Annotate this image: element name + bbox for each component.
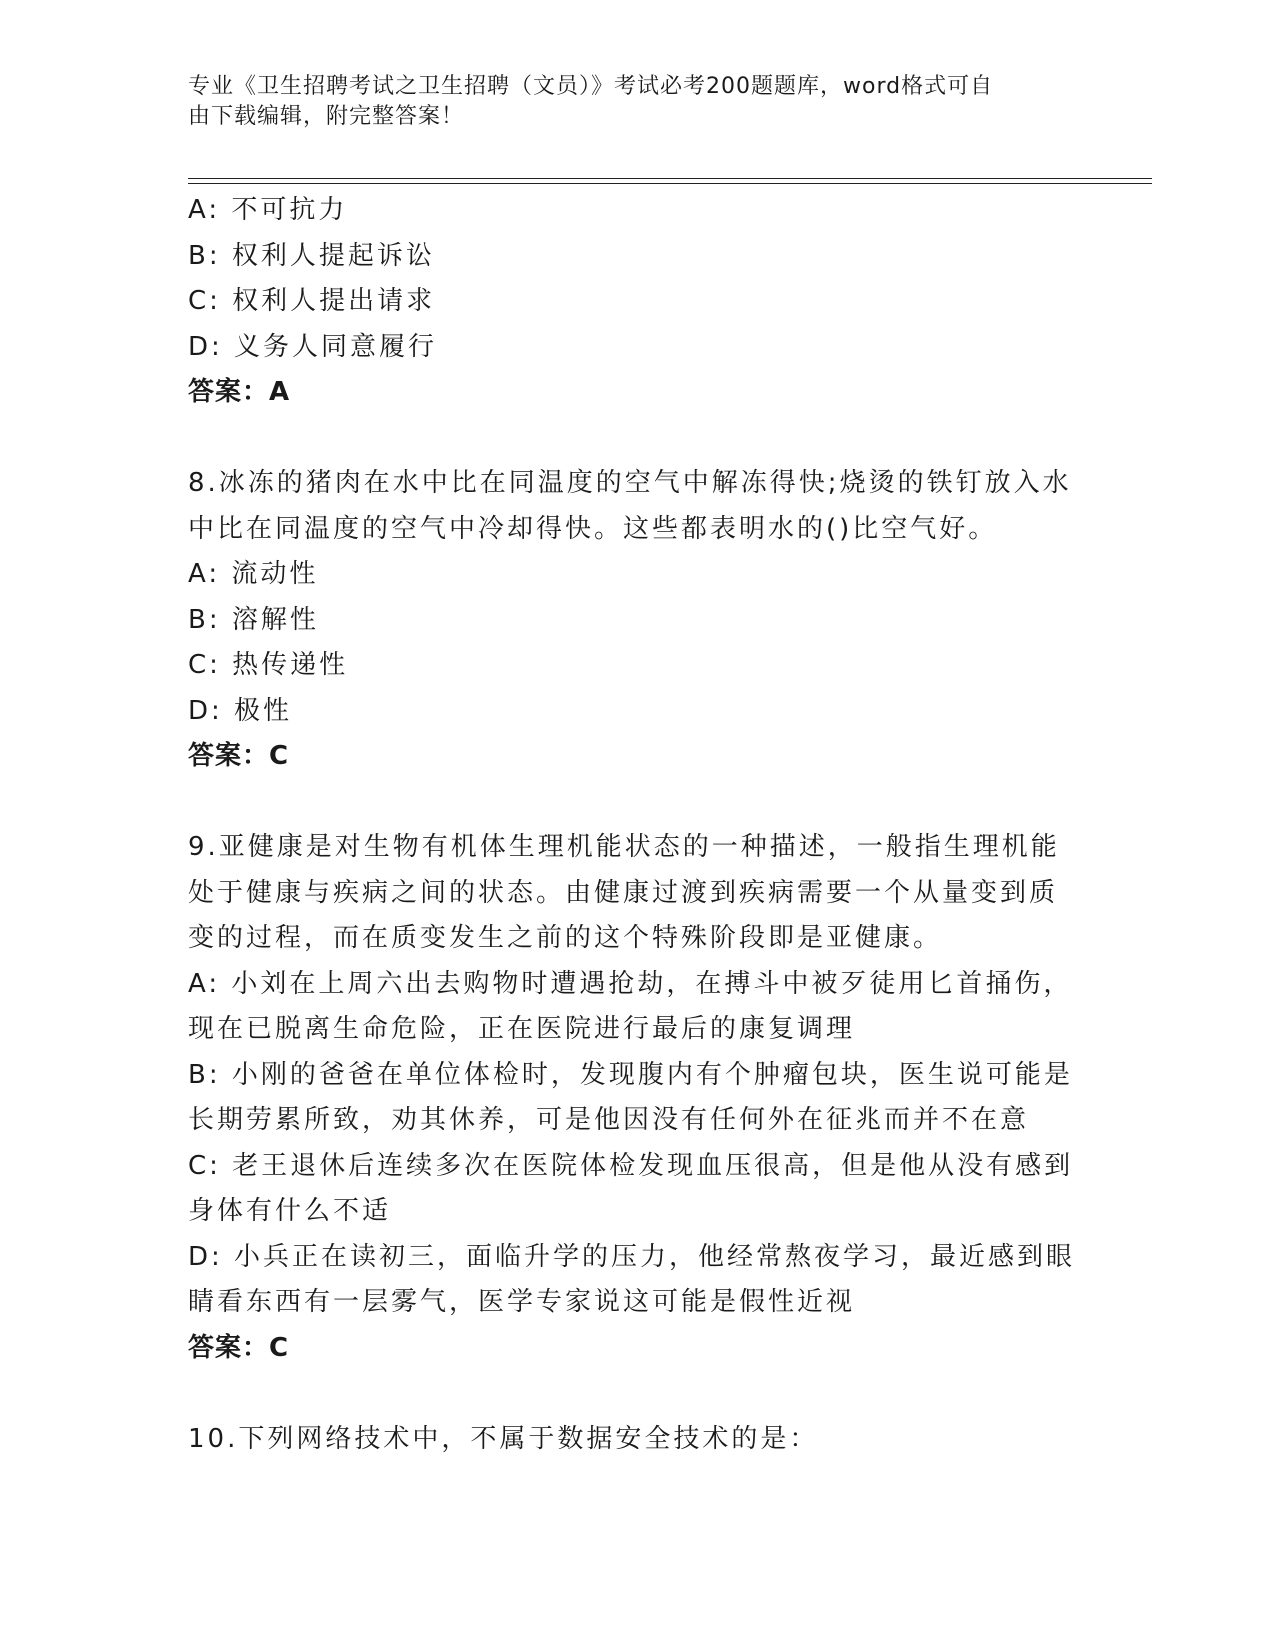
q9-answer: 答案：C: [188, 1332, 290, 1363]
q7-option-c: C: 权利人提出请求: [188, 286, 436, 316]
question-7: [188, 188, 1088, 416]
q8-option-b: B: 溶解性: [188, 604, 319, 635]
q9-option-a-line-1: A: 小刘在上周六出去购物时遭遇抢劫，在搏斗中被歹徒用匕首捅伤，: [188, 968, 1073, 999]
q8-stem-line-2: 中比在同温度的空气中冷却得快。这些都表明水的()比空气好。: [188, 513, 998, 544]
q9-stem-line-2: 处于健康与疾病之间的状态。由健康过渡到疾病需要一个从量变到质: [188, 877, 1059, 908]
q9-option-d-line-2: 睛看东西有一层雾气，医学专家说这可能是假性近视: [188, 1287, 856, 1317]
q9-option-c-line-1: C: 老王退休后连续多次在医院体检发现血压很高，但是他从没有感到: [188, 1150, 1074, 1181]
q8-stem-line-1: 8.冰冻的猪肉在水中比在同温度的空气中解冻得快;烧烫的铁钉放入水: [188, 468, 1072, 498]
q10-stem: 10.下列网络技术中，不属于数据安全技术的是：: [188, 1423, 819, 1454]
spacer: [188, 416, 1088, 462]
q7-option-b: B: 权利人提起诉讼: [188, 240, 435, 271]
question-list: [188, 188, 1088, 1462]
header-divider-top: [188, 178, 1152, 179]
q9-stem-line-3: 变的过程，而在质变发生之前的这个特殊阶段即是亚健康。: [188, 923, 943, 953]
q9-option-b-line-2: 长期劳累所致，劝其休养，可是他因没有任何外在征兆而并不在意: [188, 1105, 1030, 1135]
question-9: [188, 825, 1088, 1371]
q8-option-d: D: 极性: [188, 695, 293, 726]
q9-option-b-line-1: B: 小刚的爸爸在单位体检时，发现腹内有个肿瘤包块，医生说可能是: [188, 1059, 1073, 1090]
document-header: [188, 72, 1068, 132]
q8-option-c: C: 热传递性: [188, 650, 349, 680]
q9-option-a-line-2: 现在已脱离生命危险，正在医院进行最后的康复调理: [188, 1014, 856, 1044]
question-8: [188, 461, 1088, 780]
q7-option-d: D: 义务人同意履行: [188, 331, 438, 362]
q7-answer: 答案：A: [188, 377, 291, 407]
header-divider-bottom: [188, 183, 1152, 184]
q9-option-c-line-2: 身体有什么不适: [188, 1196, 392, 1226]
question-10: [188, 1417, 1088, 1463]
q8-answer: 答案：C: [188, 741, 290, 771]
spacer: [188, 1371, 1088, 1417]
q7-option-a: A: 不可抗力: [188, 195, 348, 225]
q9-stem-line-1: 9.亚健康是对生物有机体生理机能状态的一种描述，一般指生理机能: [188, 832, 1060, 862]
q8-option-a: A: 流动性: [188, 559, 319, 589]
spacer: [188, 780, 1088, 826]
header-line-1: 专业《卫生招聘考试之卫生招聘（文员）》考试必考200题题库，word格式可自: [188, 74, 994, 99]
header-line-2: 由下载编辑，附完整答案！: [188, 104, 465, 129]
q9-option-d-line-1: D: 小兵正在读初三，面临升学的压力，他经常熬夜学习，最近感到眼: [188, 1241, 1076, 1272]
